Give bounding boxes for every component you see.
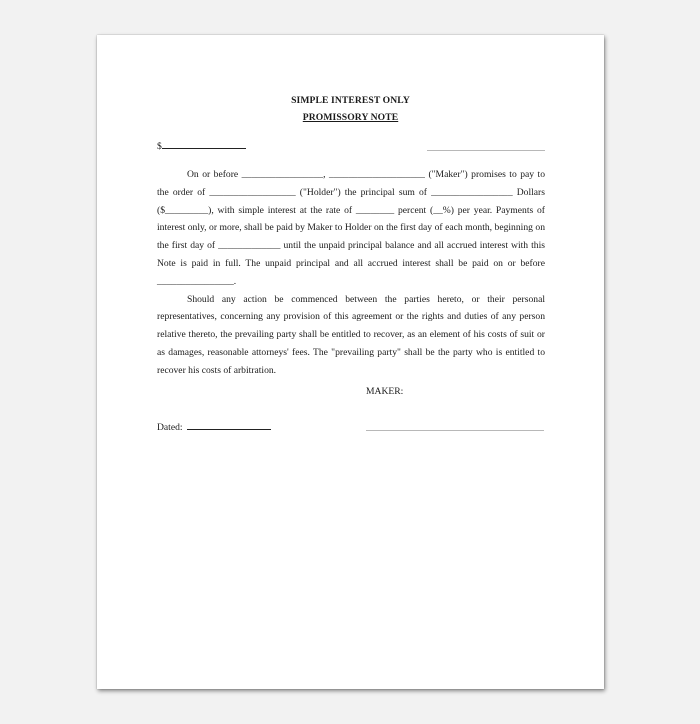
dated-blank [187, 421, 271, 430]
attorneys-fees-paragraph: Should any action be commenced between the parties hereto, or their personal representatives, concerning any provision of this agreement or the rights and duties of any person relative thereto, the prevailing party shall be entitled to recover, as an element of his costs of suit or as damages, reasonable attorneys' fees. The "prevailing party" shall be the party who is entitled to recover his costs of arbitration. [157, 293, 545, 376]
document-page [97, 35, 604, 689]
dated-label: Dated: [157, 422, 183, 433]
amount-field [157, 140, 246, 152]
maker-signature-line [366, 430, 544, 431]
document-subtitle [97, 112, 604, 123]
document-title: SIMPLE INTEREST ONLY [291, 95, 410, 106]
date-location-line [427, 150, 545, 151]
maker-label: MAKER: [366, 386, 404, 397]
amount-prefix: $ [157, 141, 162, 152]
document-subtitle-text: PROMISSORY NOTE [302, 112, 399, 123]
amount-blank [162, 140, 246, 149]
dated-field [157, 421, 271, 433]
payment-terms-paragraph: On or before _________________, ____________________ ("Maker") promises to pay to the order of __________________ ("Holder") the principal sum of _________________ Dollars ($_________), with simple interest at the rate of ________ percent (__%) per year. Payments of interest only, or more, shall be paid by Maker to Holder on the first day of each month, beginning on the first day of _____________ until the unpaid principal balance and all accrued interest with this Note is paid in full. The unpaid principal and all accrued interest shall be paid on or before ________________. [157, 169, 545, 287]
note-body [157, 166, 545, 380]
